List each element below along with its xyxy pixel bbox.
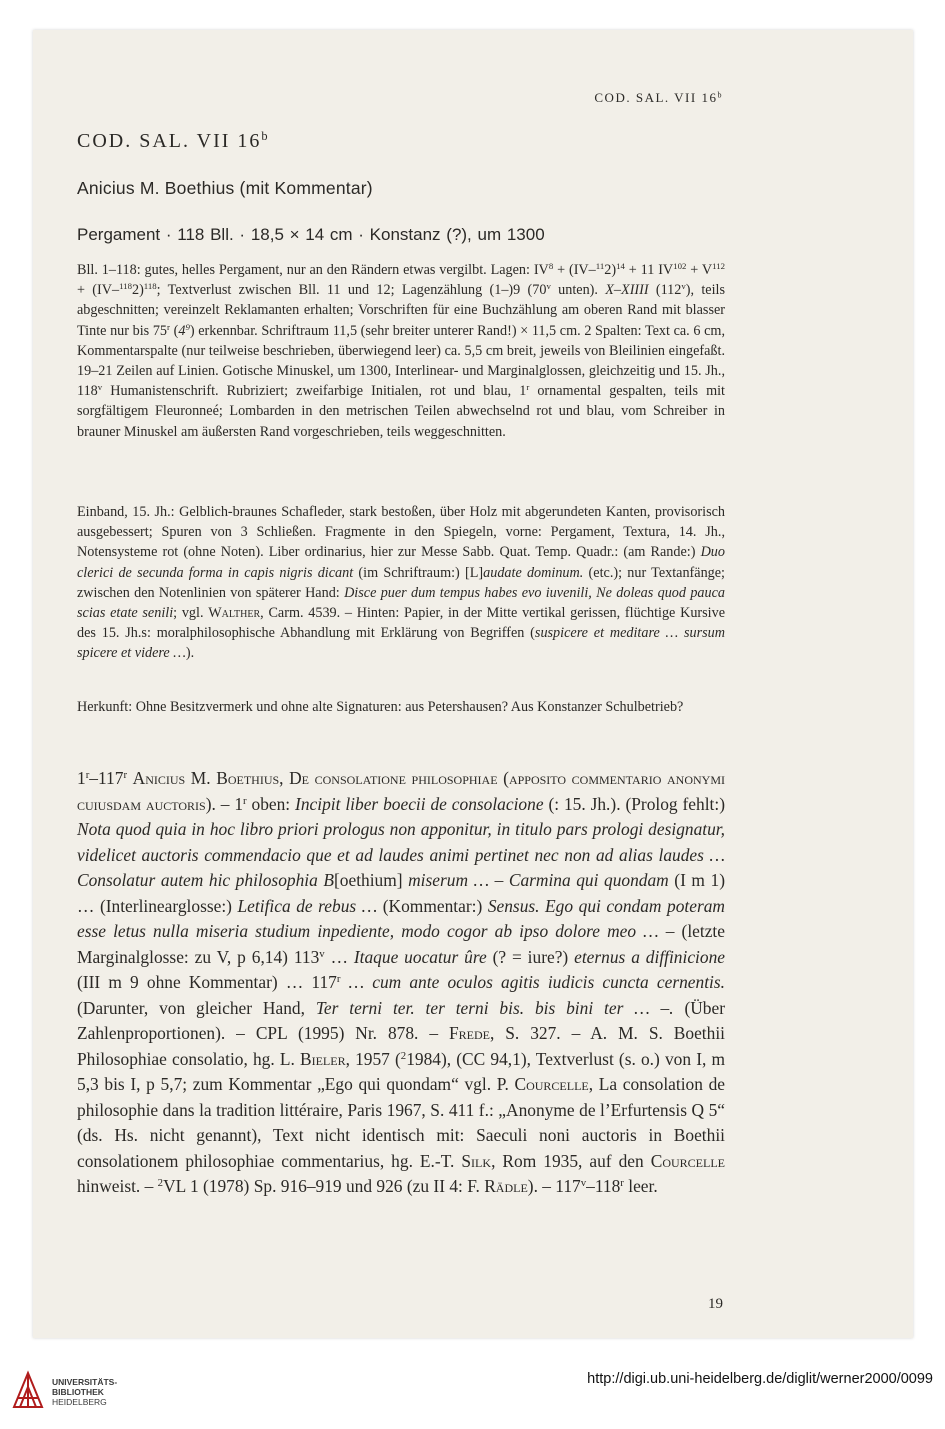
library-name: UNIVERSITÄTS- BIBLIOTHEK HEIDELBERG: [52, 1377, 118, 1407]
contents-entry: 1$^r$–117$^r$ Anicius M. Boethius, De consolatione philosophiae (apposito commentario anonymi cuiusdam auctoris). – 1$^r$ oben: Incipit liber boecii de consolacione (: 15. Jh.). (Prolog fehlt:) Nota quod quia in hoc libro priori prologus non apponitur, in titulo pars prologi designatur, videlicet auctoris commendacio que et ad laudes animi pertinet nec non ad alias laudes … Consolatur autem hic philosophia B[oethium] miserum … – Carmina qui quondam (I m 1) … (Interlinearglosse:) Letifica de rebus … (Kommentar:) Sensus. Ego qui condam poteram esse letus nulla miseria studium inpediente, modo cogor ab ipso dolore meo … – (letzte Marginalglosse: zu V, p 6,14) 113$^v$ … Itaque uocatur ûre (? = iure?) eternus a diffinicione (III m 9 ohne Kommentar) … 117$^r$ … cum ante oculos agitis iudicis cuncta cernentis. (Darunter, von gleicher Hand, Ter terni ter. ter terni bis. bis bini ter … –. (Über Zahlenproportionen). – CPL (1995) Nr. 878. – Frede, S. 327. – A. M. S. Boethii Philosophiae consolatio, hg. L. Bieler, 1957 ($^2$1984), (CC 94,1), Textverlust (s. o.) von I, m 5,3 bis I, p 5,7; zum Kommentar „Ego qui quondam“ vgl. P. Courcelle, La consolation de philosophie dans la tradition littéraire, Paris 1967, S. 411 f.: „Anonyme de l’Erfurtensis Q 5“ (ds. Hs. nicht genannt), Text nicht identisch mit: Saeculi noni auctoris in Boethii consolationem philosophiae commentarius, hg. E.-T. Silk, Rom 1935, auf den Courcelle hinweist. – $^2$VL 1 (1978) Sp. 916–919 und 926 (zu II 4: F. Rädle). – 117$^v$–118$^r$ leer.: [77, 768, 726, 1196]
library-logo-icon: [11, 1370, 45, 1410]
running-head: COD. SAL. VII 16$^b$: [594, 90, 723, 105]
codicology-paragraph: Bll. 1–118: gutes, helles Pergament, nur an den Rändern etwas vergilbt. Lagen: $IV^8 + (IV-^{11}2)^{14} + 11$ $IV^{102} + V^{112} + (IV-^{118}2)^{118}$; Textverlust zwischen Bll. 11 und 12; Lagenzählung (1–)9 (70$^v$ unten). X–XIIII (112$^v$), teils abgeschnitten; vereinzelt Reklamanten erhalten; Vorschriften für eine Buchzählung am oberen Rand mit blasser Tinte nur bis 75$^r$ $(4^9)$ erkennbar. Schriftraum 11,5 (sehr breiter unterer Rand!) × 11,5 cm. 2 Spalten: Text ca. 6 cm, Kommentarspalte (nur teilweise beschrieben, überwiegend leer) ca. 5,5 cm breit, jeweils von Bleilinien eingefaßt. 19–21 Zeilen auf Linien. Gotische Minuskel, um 1300, Interlinear- und Marginalglossen, gleichzeitig und 15. Jh., 118$^v$ Humanistenschrift. Rubriziert; zweifarbige Initialen, rot und blau, 1$^r$ ornamental gespalten, teils mit sorgfältigem Fleuronneé; Lombarden in den metrischen Teilen abwechselnd rot und blau, vom Schreiber in brauner Minuskel am äußersten Rand vorgeschrieben, teils weggeschnitten.: [77, 261, 725, 440]
source-url-link[interactable]: http://digi.ub.uni-heidelberg.de/diglit/werner2000/0099: [587, 1371, 933, 1387]
shelfmark-heading: COD. SAL. VII 16$^b$: [77, 129, 270, 152]
page-number: 19: [708, 1296, 723, 1312]
work-title: Anicius M. Boethius (mit Kommentar): [77, 178, 373, 198]
codex-summary: Pergament · 118 Bll. · 18,5 × 14 cm · Konstanz (?), um 1300: [77, 225, 545, 244]
binding-paragraph: Einband, 15. Jh.: Gelblich-braunes Schafleder, stark bestoßen, über Holz mit abgerundeten Kanten, provisorisch ausgebessert; Spuren von 3 Schließen. Fragmente in den Spiegeln, vorne: Pergament, Textura, 14. Jh., Notensysteme rot (ohne Noten). Liber ordinarius, hier zur Messe Sabb. Quat. Temp. Quadr.: (am Rande:) Duo clerici de secunda forma in capis nigris dicant (im Schriftraum:) [L]audate dominum. (etc.); nur Textanfänge; zwischen den Notenlinien von späterer Hand: Disce puer dum tempus habes evo iuvenili, Ne doleas quod pauca scias etate senili; vgl. Walther, Carm. 4539. – Hinten: Papier, in der Mitte vertikal gerissen, flüchtige Kursive des 15. Jh.s: moralphilosophische Abhandlung mit Erklärung von Begriffen (suspicere et meditare … sursum spicere et videre …).: [77, 504, 725, 662]
provenance-paragraph: Herkunft: Ohne Besitzvermerk und ohne alte Signaturen: aus Petershausen? Aus Konstanzer Schulbetrieb?: [77, 699, 684, 715]
manuscript-page: [33, 30, 913, 1338]
